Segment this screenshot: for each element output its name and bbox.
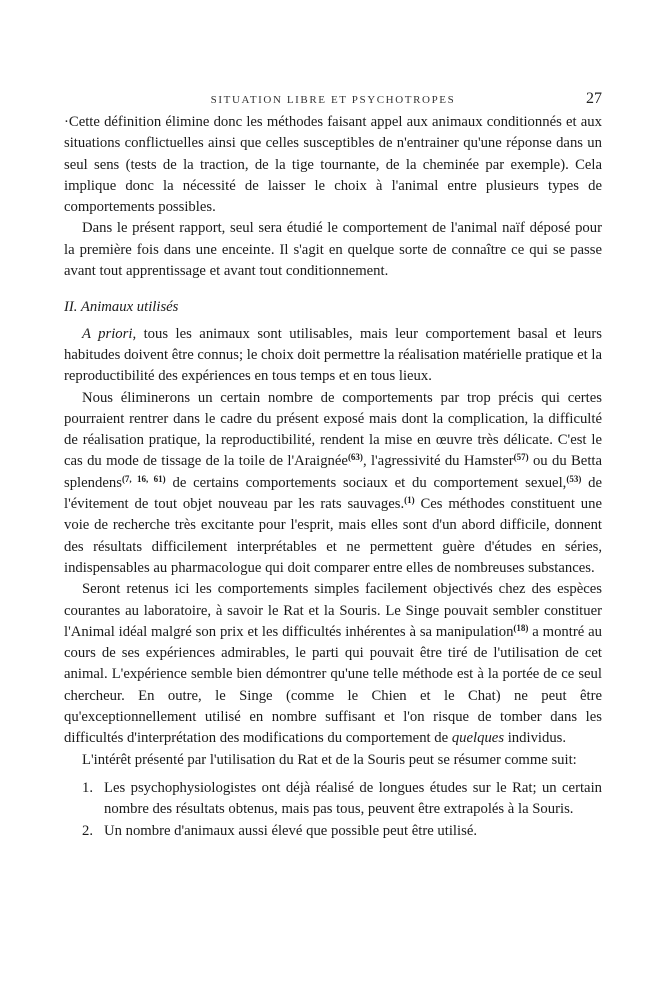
running-title: SITUATION LIBRE ET PSYCHOTROPES xyxy=(210,94,456,106)
reference-marker: (57) xyxy=(513,452,529,463)
list-item-text: Les psychophysiologistes ont déjà réalisé de longues études sur le Rat; un certain nombre des résultats obtenus, mais pas tous, peuvent être extrapolés à la Souris. xyxy=(104,779,602,818)
list-item xyxy=(64,821,602,842)
reference-marker: (7, 16, 61) xyxy=(121,473,166,484)
paragraph-text: , l'agressivité du Hamster xyxy=(362,453,514,470)
paragraph-text: a montré au cours de ses expériences admirables, le parti qui pouvait être tiré de l'utilisation de cet animal. L'expérience semble bien démontrer qu'une telle méthode est à la portée de ce seul chercheur. En outre, le Singe (comme le Chien et le Chat) ne peut être qu'exceptionnellement utilisé en nombre suffisant et l'on risque de tomber dans les difficultés d'interprétation des modifications du comportement de xyxy=(64,623,602,747)
reference-marker: (53) xyxy=(566,473,582,484)
paragraph-interest: L'intérêt présenté par l'utilisation du Rat et de la Souris peut se résumer comme suit: xyxy=(82,751,577,768)
reference-marker: (1) xyxy=(404,495,415,506)
paragraph-text: individus. xyxy=(504,730,567,747)
paragraph-text: tous les animaux sont utilisables, mais leur comportement basal et leurs habitudes doivent être connus; le choix doit permettre la réalisation matérielle pratique et la reproductibilité des expériences en tous temps et en tous lieux. xyxy=(64,325,602,385)
section-title: Animaux utilisés xyxy=(80,299,179,316)
section-number: II. xyxy=(64,299,78,316)
numbered-list xyxy=(64,778,602,842)
section-heading xyxy=(64,297,602,318)
list-marker: 1. xyxy=(82,779,94,796)
page-body xyxy=(64,112,602,842)
list-item-text: Un nombre d'animaux aussi élevé que possible peut être utilisé. xyxy=(104,822,478,839)
reference-marker: (63) xyxy=(347,452,363,463)
italic-word: quelques xyxy=(451,730,505,747)
reference-marker: (18) xyxy=(513,622,529,633)
paragraph-text: Nous éliminerons un certain nombre de comportements par trop précis qui certes pourraient rentrer dans le cadre du présent exposé mais dont la complication, la difficulté de réalisation pratique, la reproductibilité, rendent la mise en œuvre très délicate. C'est le cas du mode de tissage de la toile de l'Araignée xyxy=(64,389,602,470)
paragraph-a-priori xyxy=(64,324,602,388)
paragraph-text: Ces méthodes constituent une voie de recherche très excitante pour l'esprit, mais elles sont d'un abord difficile, donnent des résultats difficilement interprétables et ne permettent guère d'études en séries, indispensables au pharmacologue qui doit comparer entre elles de nombreuses substances. xyxy=(64,496,602,576)
paragraph-text: Seront retenus ici les comportements simples facilement objectivés chez des espèces courantes au laboratoire, à savoir le Rat et la Souris. Le Singe pouvait sembler constituer l'Animal idéal malgré son prix et les difficultés inhérentes à sa manipulation xyxy=(64,581,602,640)
list-marker: 2. xyxy=(82,822,94,839)
paragraph-retained-behaviours xyxy=(64,579,602,749)
page-number: 27 xyxy=(586,90,602,107)
paragraph-text: de certains comportements sociaux et du comportement sexuel, xyxy=(165,474,567,491)
paragraph-text: de l'évitement de tout objet nouveau par les rats sauvages. xyxy=(64,474,602,513)
paragraph-definition: ·Cette définition élimine donc les méthodes faisant appel aux animaux conditionnés et aux situations conflictuelles ainsi que celles susceptibles de n'entrainer qu'une réponse dans un seul sens (tests de la traction, de la tige tournante, de la cheminée par exemple). Cela implique donc la nécessité de laisser le choix à l'animal entre plusieurs types de comportements possibles. xyxy=(64,114,602,216)
running-header xyxy=(64,92,602,112)
paragraph-excluded-behaviours xyxy=(64,388,602,580)
paragraph-scope: Dans le présent rapport, seul sera étudié le comportement de l'animal naïf déposé pour la première fois dans une enceinte. Il s'agit en quelque sorte de connaître ce qui se passe avant tout apprentissage et avant tout conditionnement. xyxy=(64,220,602,280)
list-item xyxy=(64,778,602,821)
paragraph-text: ou du Betta splendens xyxy=(64,453,602,491)
italic-lead: A priori, xyxy=(82,325,137,342)
